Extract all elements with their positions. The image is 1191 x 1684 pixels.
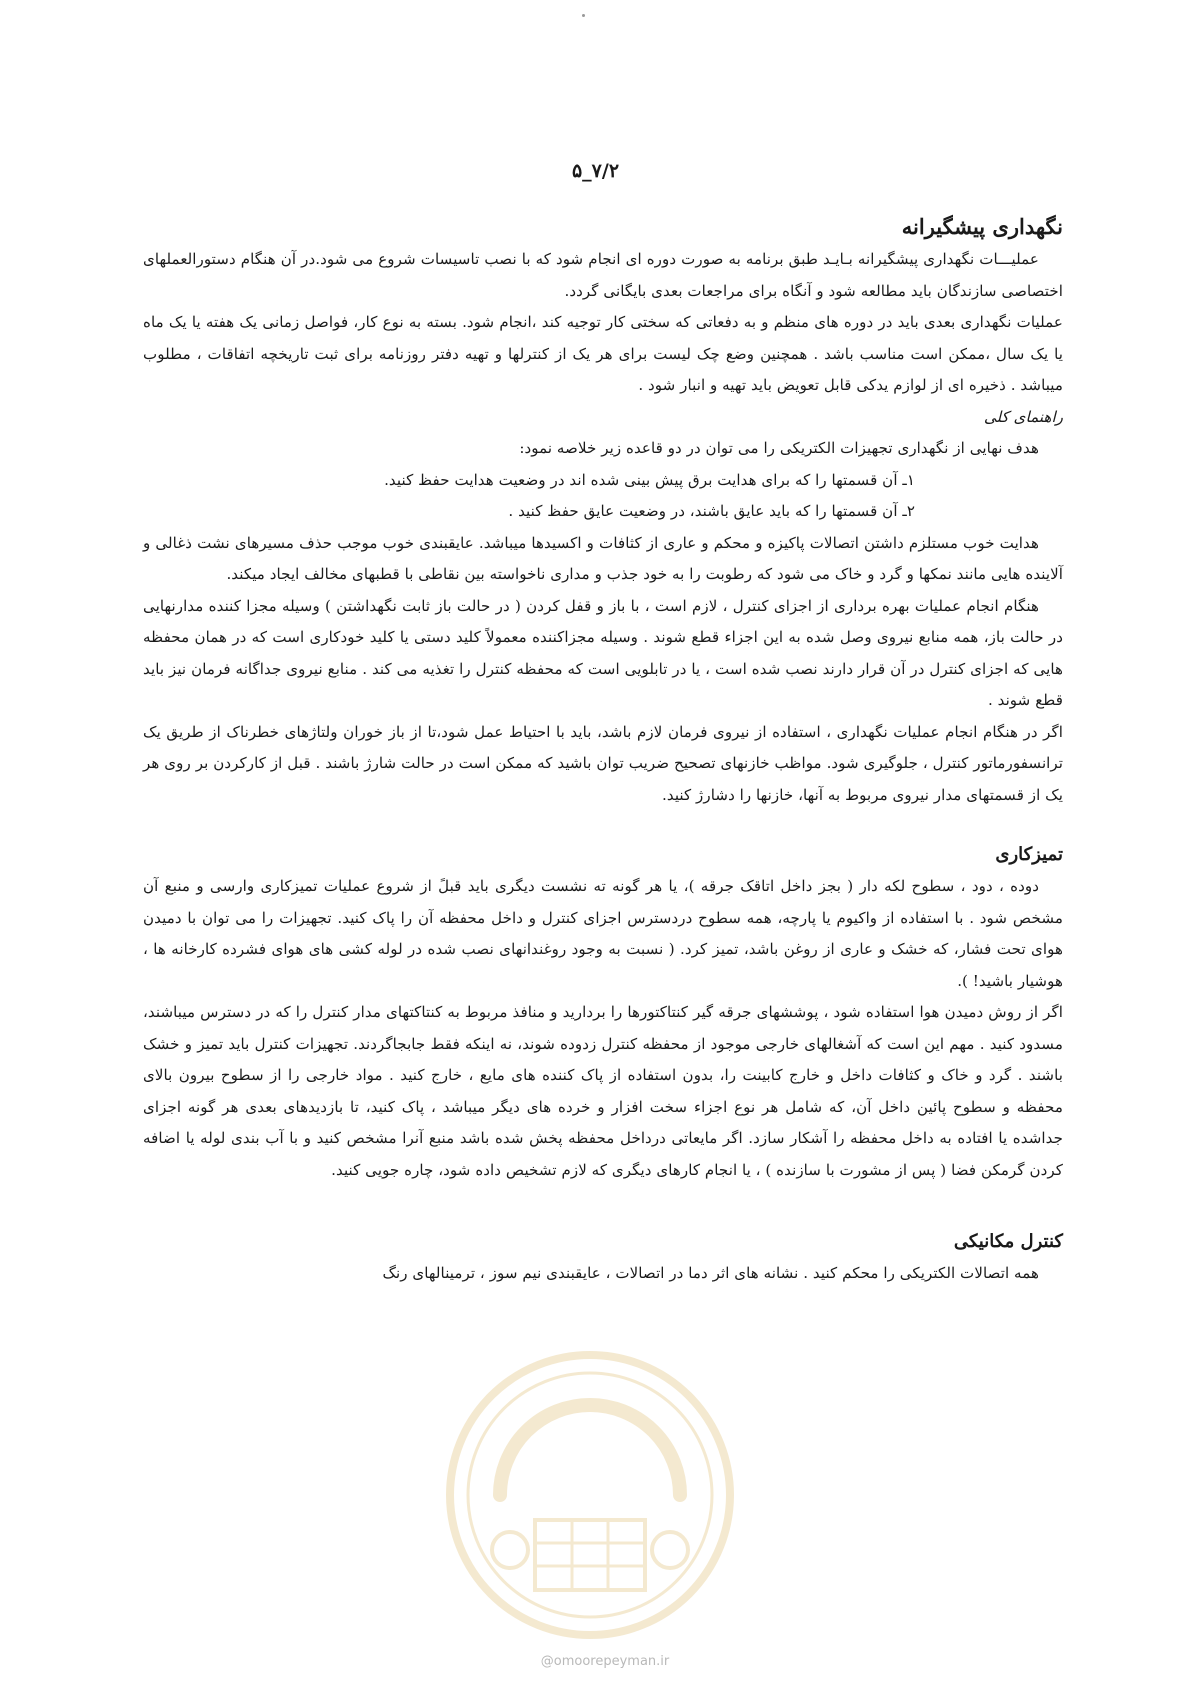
document-body [143, 210, 1063, 1290]
heading-cleaning: تمیزکاری [995, 844, 1063, 865]
scan-speck [582, 14, 585, 17]
guide-item: ۲ـ آن قسمتها را که باید عایق باشند، در وضعیت عایق حفظ کنید . [508, 502, 915, 520]
section-number: ۷/۲_۵ [571, 160, 620, 182]
paragraph: دوده ، دود ، سطوح لکه دار ( بجز داخل اتاقک جرقه )، یا هر گونه ته نشست دیگری باید قبلً از شروع عملیات تمیزکاری وارسی و منبع آن مشخص شود . با استفاده از واکیوم یا پارچه، همه سطوح دردسترس اجزای کنترل و داخل محفظه آن را پاک کنید. تجهیزات را می توان با دمیدن هوای تحت فشار، که خشک و عاری از روغن باشد، تمیز کرد. ( نسبت به وجود روغندانهای نصب شده در لوله کشی های هوای فشرده کارخانه ها ، هوشیار باشید! ). [143, 877, 1063, 990]
paragraph: عملیات نگهداری بعدی باید در دوره های منظم و به دفعاتی که سختی کار توجیه کند ،انجام شود. بسته به نوع کار، فواصل زمانی یک هفته یا یک ماه یا یک سال ،ممکن است مناسب باشد . همچنین وضع چک لیست برای هر یک از کنترلها و تهیه دفتر روزنامه برای ثبت تاریخچه اتفاقات ، مطلوب میباشد . ذخیره ای از لوازم یدکی قابل تعویض باید تهیه و انبار شود . [143, 313, 1063, 394]
subheading-general-guide: راهنمای کلی [983, 407, 1063, 426]
guide-item: ۱ـ آن قسمتها را که برای هدایت برق پیش بینی شده اند در وضعیت هدایت حفظ کنید. [384, 470, 915, 489]
paragraph: هنگام انجام عملیات بهره برداری از اجزای کنترل ، لازم است ، با باز و قفل کردن ( در حالت باز ثابت نگهداشتن ) وسیله مجزا کننده مدارنهایی در حالت باز، همه منابع نیروی وصل شده به این اجزاء قطع شوند . وسیله مجزاکننده معمولاً کلید دستی یا کلید خودکاری است که در همان محفظه هایی که اجزای کنترل در آن قرار دارند نصب شده است ، یا در تابلویی است که محفظه کنترل را تغذیه می کند . منابع نیروی جداگانه فرمان نیز باید قطع شوند . [143, 596, 1063, 709]
paragraph: اگر از روش دمیدن هوا استفاده شود ، پوششهای جرقه گیر کنتاکتورها را بردارید و منافذ مربوط به کنتاکتهای مدار کنترل را که در دسترس میباشند، مسدود کنید . مهم این است که آشغالهای خارجی موجود از محفظه کنترل زدوده شوند، نه اینکه فقط جابجاگردند. تجهیزات کنترل باید تمیز و خشک باشند . گرد و خاک و کثافات داخل و خارج کابینت را، بدون استفاده از پاک کننده های مایع ، خارج کنید . مواد خارجی را از سطوح بیرون بالای محفظه و سطوح پائین داخل آن، که شامل هر نوع اجزاء سخت افزار و خرده های دیگر میباشد ، پاک کنید، تا بازدیدهای بعدی هر گونه اجزای جداشده یا افتاده به داخل محفظه را آشکار سازد. اگر مایعاتی درداخل محفظه پخش شده باشد منبع آنرا مشخص کنید و با آب بندی لوله یا اضافه کردن گرمکن فضا ( پس از مشورت با سازنده ) ، یا انجام کارهای دیگری که لازم تشخیص داده شود، چاره جویی کنید. [143, 1003, 1063, 1179]
paragraph: هدایت خوب مستلزم داشتن اتصالات پاکیزه و محکم و عاری از کثافات و اکسیدها میباشد. عایقبندی خوب موجب حذف مسیرهای نشت ذغالی و آلاینده هایی مانند نمکها و گرد و خاک می شود که رطوبت را به خود جذب و مداری ناخواسته بین نقاطی با قطبهای مخالف ایجاد میکند. [143, 533, 1063, 583]
watermark-seal [440, 1345, 740, 1645]
heading-preventive-maintenance: نگهداری پیشگیرانه [901, 214, 1063, 239]
watermark-url: @omoorepeyman.ir [540, 1654, 670, 1669]
paragraph: همه اتصالات الکتریکی را محکم کنید . نشانه های اثر دما در اتصالات ، عایقبندی نیم سوز ، ترمینالهای رنگ [382, 1264, 1039, 1282]
guide-intro: هدف نهایی از نگهداری تجهیزات الکتریکی را می توان در دو قاعده زیر خلاصه نمود: [519, 439, 1039, 457]
paragraph: اگر در هنگام انجام عملیات نگهداری ، استفاده از نیروی فرمان لازم باشد، باید با احتیاط عمل شود،تا از باز خوران ولتاژهای خطرناک از طریق یک ترانسفورماتور کنترل ، جلوگیری شود. مواظب خازنهای تصحیح ضریب توان باشید که ممکن است در حالت شارژ باشند . قبل از کارکردن بر روی هر یک از قسمتهای مدار نیروی مربوط به آنها، خازنها را دشارژ کنید. [143, 722, 1063, 804]
paragraph: عملیـــات نگهداری پیشگیرانه بـایـد طبق برنامه به صورت دوره ای انجام شود که با نصب تاسیسات شروع می شود.در آن هنگام دستورالعملهای اختصاصی سازندگان باید مطالعه شود و آنگاه برای مراجعات بعدی بایگانی گردد. [143, 250, 1063, 300]
heading-mechanical-control: کنترل مکانیکی [953, 1231, 1063, 1252]
